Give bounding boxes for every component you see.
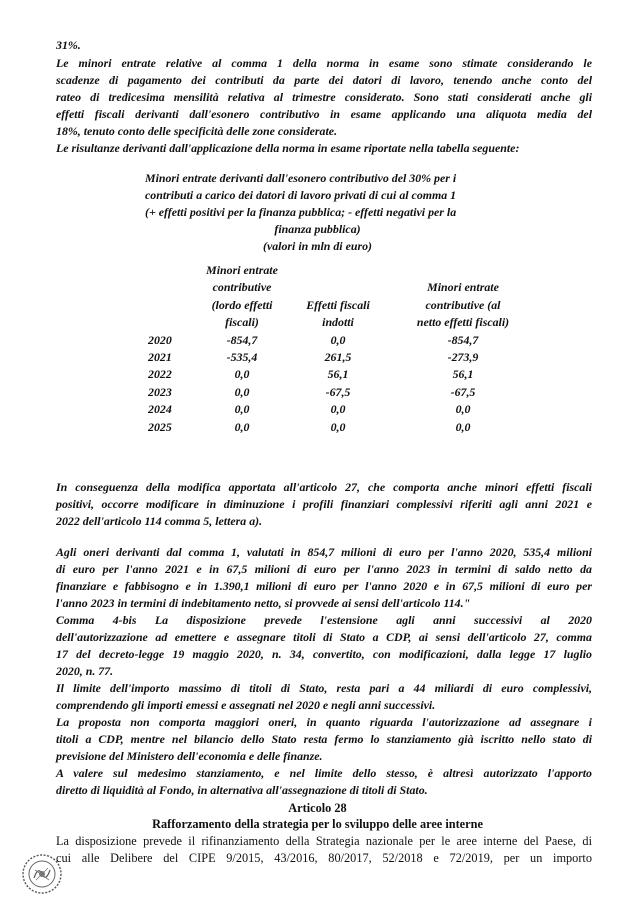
- text-line: dell'autorizzazione ad emettere e assegnare titoli di Stato a CDP, ai sensi dell'articolo 27, comma: [56, 630, 592, 644]
- value-cell: 0,0: [234, 402, 250, 417]
- value-cell: -67,5: [325, 384, 351, 399]
- table-header-cell: [148, 314, 196, 331]
- table-header-cell: [288, 262, 388, 279]
- table-row: [148, 401, 538, 418]
- year-cell: 2023: [148, 384, 172, 399]
- year-cell: 2025: [148, 419, 172, 434]
- text-line: La proposta non comporta maggiori oneri, in quanto riguarda l'autorizzazione ad assegnare i: [56, 715, 592, 729]
- table-header-row: [148, 314, 538, 331]
- table-header-cell: [388, 262, 538, 279]
- year-cell: 2024: [148, 402, 172, 417]
- value-cell: 0,0: [330, 402, 346, 417]
- text-line: A valere sul medesimo stanziamento, e nel limite dello stesso, è altresì autorizzato l'apporto: [56, 766, 592, 780]
- text-line: Il limite dell'importo massimo di titoli di Stato, resta pari a 44 miliardi di euro complessivi,: [56, 681, 592, 695]
- text-line: finanziare e fabbisogno e in 1.390,1 milioni di euro per l'anno 2020 e in 67,5 milioni di euro per: [56, 579, 592, 593]
- text-line: comprendendo gli importi emessi e assegnati nel 2020 e negli anni successivi.: [56, 698, 436, 712]
- text-line: 31%.: [56, 38, 81, 52]
- value-cell: 261,5: [324, 350, 352, 365]
- value-cell: 56,1: [327, 367, 349, 382]
- table-row: [148, 384, 538, 401]
- text-line: In conseguenza della modifica apportata all'articolo 27, che comporta anche minori effetti fiscali: [56, 480, 592, 494]
- table-header-cell: contributive: [212, 280, 272, 295]
- table-header-cell: netto effetti fiscali): [416, 315, 510, 330]
- text-line: titoli a CDP, mentre nel bilancio dello Stato resta fermo lo stanziamento già iscritto nello stato di: [56, 732, 592, 746]
- table-row: [148, 366, 538, 383]
- table-header-cell: [288, 279, 388, 296]
- value-cell: -854,7: [447, 332, 479, 347]
- table-header-cell: [148, 297, 196, 314]
- value-cell: 56,1: [452, 367, 474, 382]
- table-header-cell: Minori entrate: [427, 280, 499, 295]
- text-line: scadenze di pagamento dei contributi da parte dei datori di lavoro, tenendo anche conto del: [56, 73, 592, 87]
- year-cell: 2020: [148, 332, 172, 347]
- data-table: [148, 262, 538, 436]
- year-cell: 2021: [148, 350, 172, 365]
- text-line: cui alle Delibere del CIPE 9/2015, 43/2016, 80/2017, 52/2018 e 72/2019, per un importo: [56, 851, 592, 865]
- table-caption-line: (+ effetti positivi per la finanza pubblica; - effetti negativi per la: [145, 205, 457, 219]
- year-cell: 2022: [148, 367, 172, 382]
- text-line: di euro per l'anno 2021 e in 67,5 milioni di euro per l'anno 2023 in termini di saldo netto da: [56, 562, 592, 576]
- article-number: Articolo 28: [288, 801, 347, 815]
- value-cell: 0,0: [234, 419, 250, 434]
- table-header-cell: indotti: [322, 315, 354, 330]
- table-caption-line: Minori entrate derivanti dall'esonero contributivo del 30% per i: [145, 171, 457, 185]
- table-caption-line: contributi a carico dei datori di lavoro privati di cui al comma 1: [145, 188, 457, 202]
- table-header-cell: [148, 279, 196, 296]
- article-title: Rafforzamento della strategia per lo sviluppo delle aree interne: [152, 817, 483, 831]
- text-line: l'anno 2023 in termini di indebitamento netto, si provvede ai sensi dell'articolo 114.": [56, 596, 471, 610]
- value-cell: 0,0: [330, 332, 346, 347]
- table-row: [148, 419, 538, 436]
- table-header-row: [148, 262, 538, 279]
- text-line: rateo di tredicesima mensilità relativa al trimestre considerato. Sono stati considerati anche gli: [56, 90, 592, 104]
- value-cell: -67,5: [450, 384, 476, 399]
- table-header-cell: contributive (al: [425, 297, 501, 312]
- text-line: Le risultanze derivanti dall'applicazione della norma in esame riportate nella tabella seguente:: [56, 141, 520, 155]
- text-line: positivi, occorre modificare in diminuzione i profili finanziari complessivi riferiti agli anni 2021 e: [56, 497, 592, 511]
- table-header-row: [148, 279, 538, 296]
- value-cell: 0,0: [455, 402, 471, 417]
- seal-stamp-icon: [20, 852, 64, 896]
- value-cell: 0,0: [455, 419, 471, 434]
- text-line: Comma 4-bis La disposizione prevede l'estensione agli anni successivi al 2020: [56, 613, 592, 627]
- table-header-row: [148, 297, 538, 314]
- table-row: [148, 332, 538, 349]
- text-line: La disposizione prevede il rifinanziamento della Strategia nazionale per le aree interne del Paese, di: [56, 834, 592, 848]
- text-line: 17 del decreto-legge 19 maggio 2020, n. 34, convertito, con modificazioni, dalla legge 17 luglio: [56, 647, 592, 661]
- table-header-cell: Effetti fiscali: [306, 297, 370, 312]
- text-line: 2022 dell'articolo 114 comma 5, lettera a).: [56, 514, 263, 528]
- table-header-cell: fiscali): [225, 315, 259, 330]
- text-line: effetti fiscali derivanti dall'esonero contributivo in esame applicando una aliquota media del: [56, 107, 592, 121]
- text-line: diretto di liquidità al Fondo, in alternativa all'assegnazione di titoli di Stato.: [56, 783, 428, 797]
- value-cell: 0,0: [234, 384, 250, 399]
- value-cell: 0,0: [330, 419, 346, 434]
- text-line: Agli oneri derivanti dal comma 1, valutati in 854,7 milioni di euro per l'anno 2020, 535,4 milioni: [56, 545, 592, 559]
- value-cell: 0,0: [234, 367, 250, 382]
- text-line: Le minori entrate relative al comma 1 della norma in esame sono stimate considerando le: [56, 56, 592, 70]
- text-line: previsione del Ministero dell'economia e delle finanze.: [56, 749, 323, 763]
- table-header-cell: Minori entrate: [206, 263, 278, 277]
- value-cell: -273,9: [447, 350, 479, 365]
- text-line: 18%, tenuto conto delle specificità delle zone considerate.: [56, 124, 338, 138]
- value-cell: -535,4: [226, 350, 258, 365]
- table-header-cell: [148, 262, 196, 279]
- text-line: 2020, n. 77.: [56, 664, 114, 678]
- value-cell: -854,7: [226, 332, 258, 347]
- table-header-cell: (lordo effetti: [211, 297, 273, 312]
- table-caption-line: (valori in mln di euro): [262, 239, 372, 253]
- table-row: [148, 349, 538, 366]
- table-caption-line: finanza pubblica): [274, 222, 361, 236]
